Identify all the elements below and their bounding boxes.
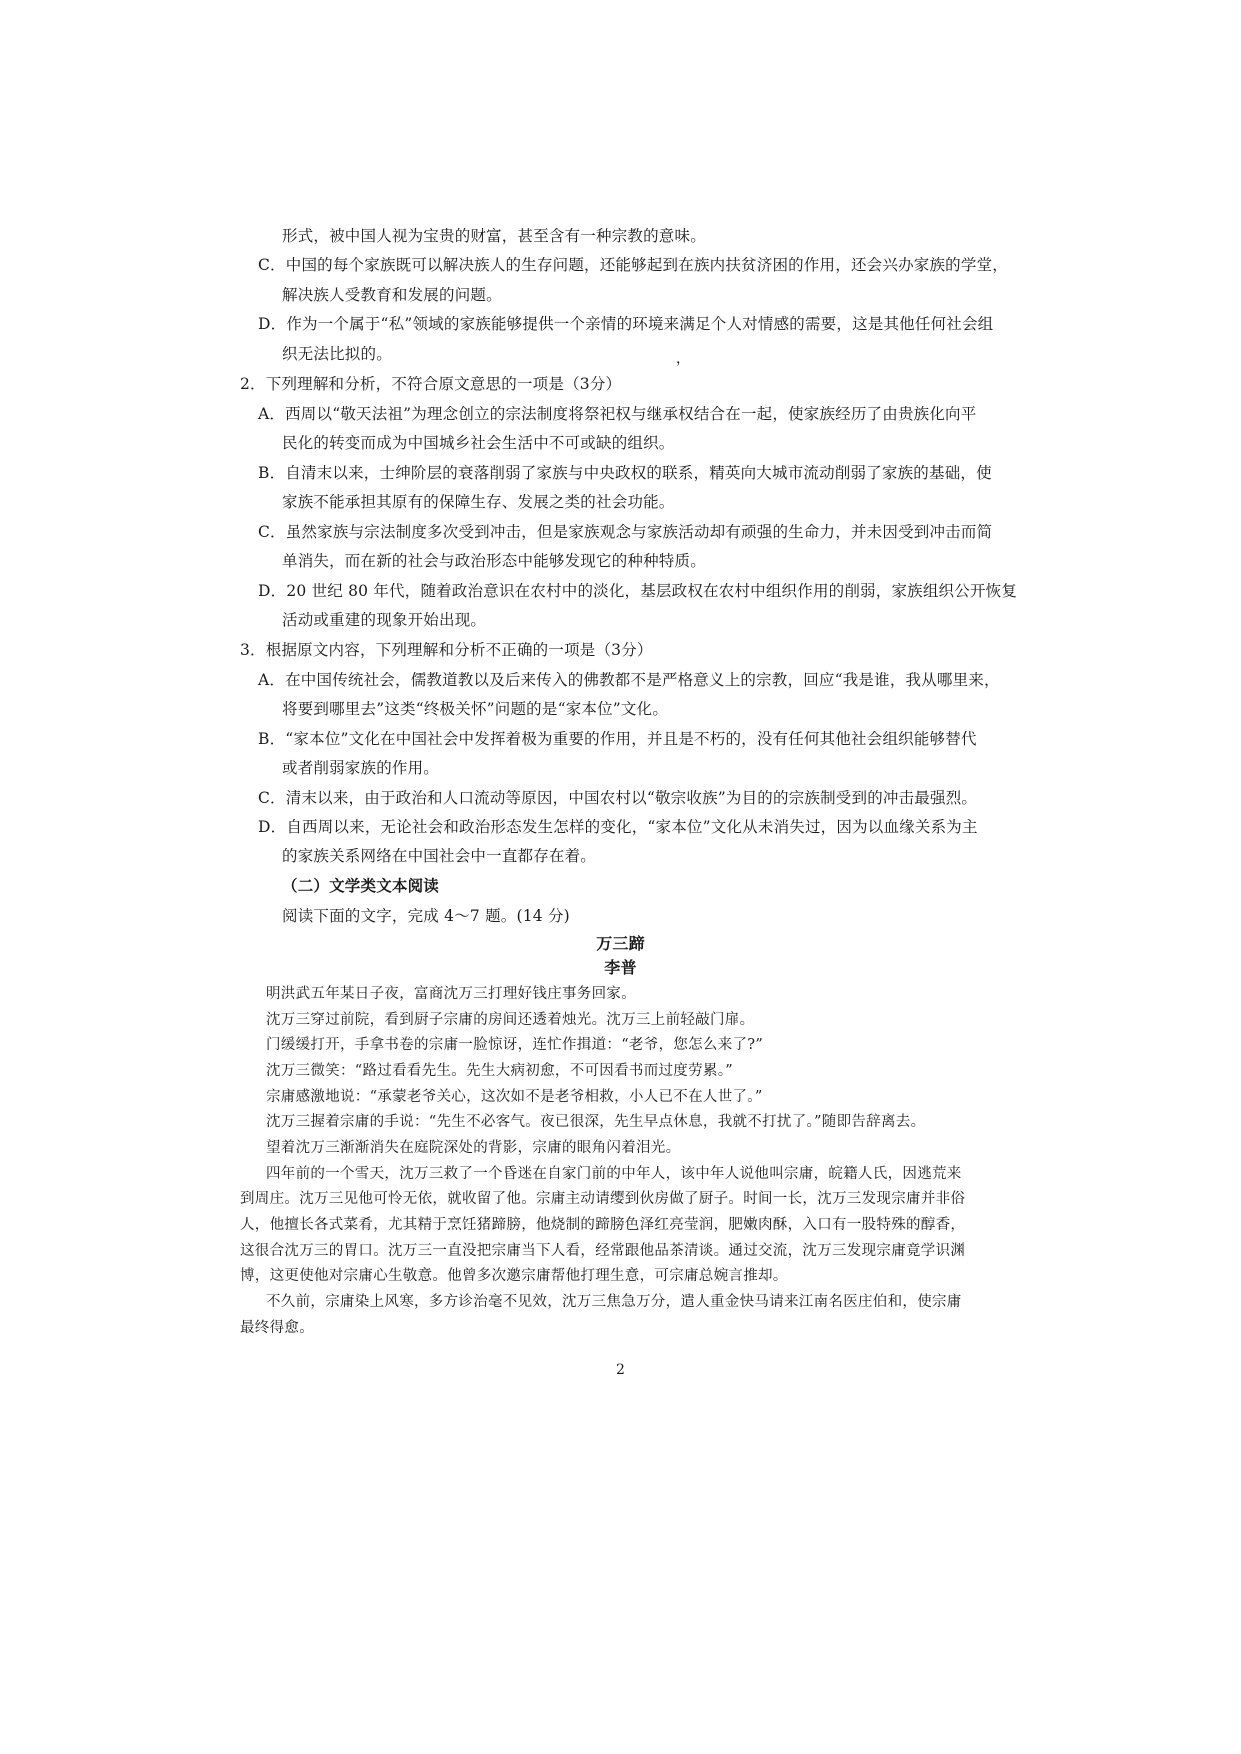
story-paragraph-8-line5: 博，这更使他对宗庸心生敬意。他曾多次邀宗庸帮他打理生意，可宗庸总婉言推却。 — [240, 1268, 788, 1284]
story-paragraph-8-line3: 人，他擅长各式菜肴，尤其精于烹饪猪蹄膀，他烧制的蹄膀色泽红亮莹润，肥嫩肉酥，入口有一股特殊的醇香， — [240, 1217, 966, 1233]
page-number: 2 — [615, 1362, 626, 1378]
q3-option-a-line2: 将要到哪里去”这类“终极关怀”问题的是“家本位”文化。 — [282, 700, 669, 718]
story-paragraph-2: 沈万三穿过前院，看到厨子宗庸的房间还透着烛光。沈万三上前轻敲门扉。 — [266, 1012, 755, 1028]
story-paragraph-8-line1: 四年前的一个雪天，沈万三救了一个昏迷在自家门前的中年人，该中年人说他叫宗庸，皖籍人氏，因逃荒来 — [266, 1166, 962, 1182]
story-title: 万三蹄 — [596, 934, 645, 953]
q2-option-a-line1: A．西周以“敬天法祖”为理念创立的宗法制度将祭祀权与继承权结合在一起，使家族经历了由贵族化向平 — [258, 405, 977, 423]
q2-option-d-line1: D．20 世纪 80 年代，随着政治意识在农村中的淡化，基层政权在农村中组织作用的削弱，家族组织公开恢复 — [258, 582, 1018, 600]
stray-mark: ， — [676, 351, 690, 367]
story-paragraph-1: 明洪武五年某日子夜，富商沈万三打理好钱庄事务回家。 — [266, 986, 636, 1002]
story-paragraph-3: 门缓缓打开，手拿书卷的宗庸一脸惊讶，连忙作揖道：“老爷，您怎么来了?” — [266, 1037, 764, 1053]
story-paragraph-8-line4: 这很合沈万三的胃口。沈万三一直没把宗庸当下人看，经常跟他品茶清谈。通过交流，沈万三发现宗庸竟学识渊 — [240, 1243, 966, 1259]
q3-stem: 3．根据原文内容，下列理解和分析不正确的一项是（3分） — [240, 641, 653, 659]
section-instruction: 阅读下面的文字，完成 4～7 题。(14 分) — [282, 907, 570, 925]
q2-option-d-line2: 活动或重建的现象开始出现。 — [282, 611, 487, 629]
q1-option-d-line1: D．作为一个属于“私”领域的家族能够提供一个亲情的环境来满足个人对情感的需要，这是其他任何社会组 — [258, 315, 994, 333]
q1-option-b-cont: 形式，被中国人视为宝贵的财富，甚至含有一种宗教的意味。 — [282, 227, 706, 245]
q3-option-b-line1: B．“家本位”文化在中国社会中发挥着极为重要的作用，并且是不朽的，没有任何其他社会组织能够替代 — [258, 730, 977, 748]
story-paragraph-5: 宗庸感激地说：“承蒙老爷关心，这次如不是老爷相救，小人已不在人世了。” — [266, 1089, 763, 1105]
q2-stem: 2．下列理解和分析，不符合原文意思的一项是（3分） — [240, 375, 622, 393]
story-paragraph-8-line2: 到周庄。沈万三见他可怜无依，就收留了他。宗庸主动请缨到伙房做了厨子。时间一长，沈万三发现宗庸并非俗 — [240, 1191, 966, 1207]
q2-option-c-line1: C．虽然家族与宗法制度多次受到冲击，但是家族观念与家族活动却有顽强的生命力，并未因受到冲击而简 — [258, 523, 993, 541]
q2-option-b-line2: 家族不能承担其原有的保障生存、发展之类的社会功能。 — [282, 493, 675, 511]
story-paragraph-4: 沈万三微笑：“路过看看先生。先生大病初愈，不可因看书而过度劳累。” — [266, 1063, 733, 1079]
section-heading: （二）文学类文本阅读 — [282, 876, 440, 895]
q2-option-c-line2: 单消失，而在新的社会与政治形态中能够发现它的种种特质。 — [282, 552, 706, 570]
story-paragraph-9-line1: 不久前，宗庸染上风寒，多方诊治毫不见效，沈万三焦急万分，遣人重金快马请来江南名医庄伯和，使宗庸 — [266, 1294, 962, 1310]
q3-option-d-line1: D．自西周以来，无论社会和政治形态发生怎样的变化，“家本位”文化从未消失过，因为以血缘关系为主 — [258, 818, 978, 836]
story-author: 李普 — [604, 958, 637, 977]
q3-option-b-line2: 或者削弱家族的作用。 — [282, 759, 440, 777]
story-paragraph-6: 沈万三握着宗庸的手说：“先生不必客气。夜已很深，先生早点休息，我就不打扰了。”随即告辞离去。 — [266, 1114, 926, 1130]
q2-option-b-line1: B．自清末以来，士绅阶层的衰落削弱了家族与中央政权的联系，精英向大城市流动削弱了家族的基础，使 — [258, 464, 992, 482]
q2-option-a-line2: 民化的转变而成为中国城乡社会生活中不可或缺的组织。 — [282, 434, 675, 452]
q1-option-c-line2: 解决族人受教育和发展的问题。 — [282, 286, 502, 304]
q3-option-c-line1: C．清末以来，由于政治和人口流动等原因，中国农村以“敬宗收族”为目的的宗族制受到的冲击最强烈。 — [258, 789, 978, 807]
q3-option-d-line2: 的家族关系网络在中国社会中一直都存在着。 — [282, 847, 597, 865]
q3-option-a-line1: A．在中国传统社会，儒教道教以及后来传入的佛教都不是严格意义上的宗教，回应“我是谁，我从哪里来， — [258, 671, 1000, 689]
q1-option-d-line2: 织无法比拟的。 — [282, 345, 392, 363]
q1-option-c-line1: C．中国的每个家族既可以解决族人的生存问题，还能够起到在族内扶贫济困的作用，还会兴办家族的学堂， — [258, 256, 1008, 274]
story-paragraph-9-line2: 最终得愈。 — [240, 1320, 314, 1336]
story-paragraph-7: 望着沈万三渐渐消失在庭院深处的背影，宗庸的眼角闪着泪光。 — [266, 1140, 681, 1156]
